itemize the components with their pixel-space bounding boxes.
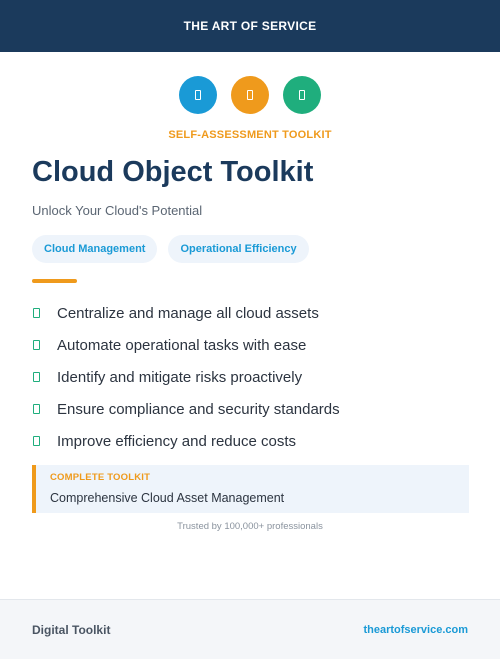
page-title: Cloud Object Toolkit bbox=[32, 156, 314, 188]
footer-website-link[interactable]: theartofservice.com bbox=[363, 623, 468, 636]
page-subtitle: Unlock Your Cloud's Potential bbox=[32, 203, 203, 218]
list-item: Improve efficiency and reduce costs bbox=[32, 425, 340, 457]
check-icon bbox=[33, 404, 40, 414]
document-icon bbox=[283, 76, 321, 114]
tag-list bbox=[32, 235, 309, 263]
toolkit-callout bbox=[32, 465, 469, 513]
list-item: Ensure compliance and security standards bbox=[32, 393, 340, 425]
footer-label: Digital Toolkit bbox=[32, 622, 111, 637]
check-icon bbox=[33, 372, 40, 382]
tag-cloud-management: Cloud Management bbox=[32, 235, 157, 263]
brand-title: THE ART OF SERVICE bbox=[183, 19, 317, 33]
check-icon bbox=[33, 308, 40, 318]
document-icon bbox=[179, 76, 217, 114]
eyebrow-label: SELF-ASSESSMENT TOOLKIT bbox=[168, 129, 332, 141]
footer-bar bbox=[0, 599, 500, 659]
callout-text: Comprehensive Cloud Asset Management bbox=[50, 491, 285, 505]
list-item: Identify and mitigate risks proactively bbox=[32, 361, 340, 393]
header-bar bbox=[0, 0, 500, 52]
check-icon bbox=[33, 436, 40, 446]
accent-divider bbox=[32, 279, 77, 283]
list-item: Automate operational tasks with ease bbox=[32, 329, 340, 361]
trust-note: Trusted by 100,000+ professionals bbox=[177, 521, 323, 532]
list-item: Centralize and manage all cloud assets bbox=[32, 297, 340, 329]
document-icon bbox=[231, 76, 269, 114]
callout-label: COMPLETE TOOLKIT bbox=[50, 472, 151, 483]
icon-row bbox=[0, 76, 500, 114]
check-icon bbox=[33, 340, 40, 350]
tag-operational-efficiency: Operational Efficiency bbox=[168, 235, 308, 263]
feature-list bbox=[32, 297, 340, 457]
